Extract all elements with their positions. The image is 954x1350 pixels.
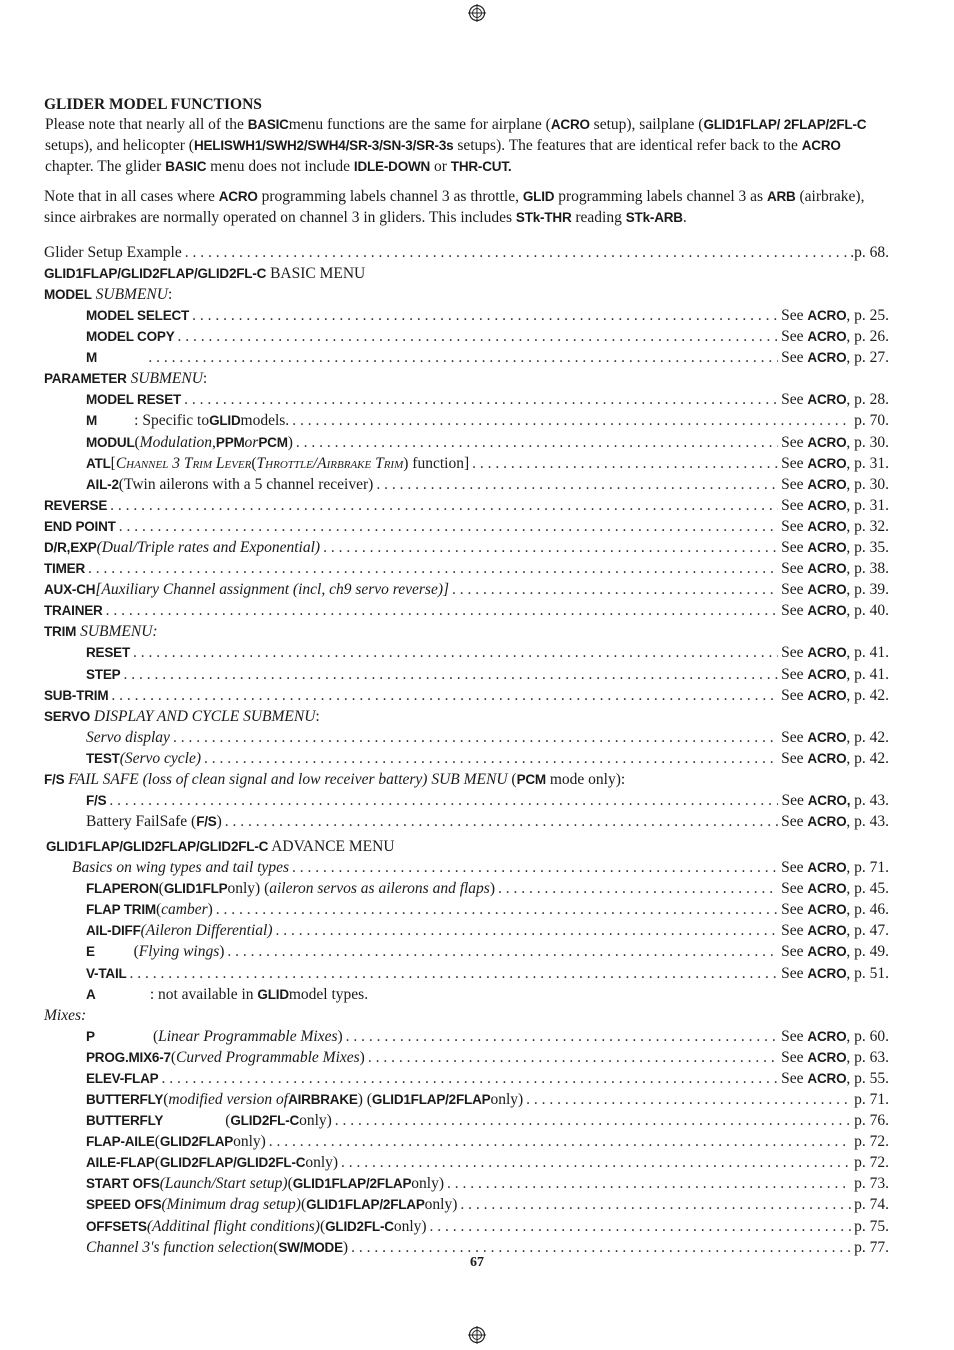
toc-row-start-ofs: START OFS (Launch/Start setup) ( GLID1FLAP/2FLAP only) . . . p. 73. (44, 1173, 889, 1194)
toc-row-model-reset: MODEL RESET . . . See ACRO, p. 28. (44, 389, 889, 410)
toc-row-end-point: END POINT . . . See ACRO, p. 32. (44, 516, 889, 537)
toc-row-channel3-function: Channel 3's function selection ( SW/MODE ) . . . p. 77. (44, 1237, 889, 1258)
toc-row-fs: F/S . . . See ACRO, p. 43. (44, 790, 889, 811)
toc-row-e-flying-wings: E ( Flying wings ) . . . See ACRO, p. 49. (44, 941, 889, 962)
toc-row-model-copy: MODEL COPY . . . See ACRO, p. 26. (44, 326, 889, 347)
table-of-contents (44, 242, 889, 1258)
toc-row-speed-ofs: SPEED OFS (Minimum drag setup) ( GLID1FLAP/2FLAP only) . . . p. 74. (44, 1194, 889, 1215)
toc-row-servo-display: Servo display . . . See ACRO, p. 42. (44, 727, 889, 748)
toc-row-test: TEST (Servo cycle) . . . See ACRO, p. 42. (44, 748, 889, 769)
toc-row-aile-flap: AILE-FLAP ( GLID2FLAP/GLID2FL-C only) . . . p. 72. (44, 1152, 889, 1173)
toc-row-ail-diff: AIL-DIFF (Aileron Differential) . . . See ACRO, p. 47. (44, 920, 889, 941)
advance-menu-heading: GLID1FLAP/GLID2FLAP/GLID2FL-C ADVANCE MENU (46, 838, 395, 856)
toc-row-timer: TIMER . . . See ACRO, p. 38. (44, 558, 889, 579)
registration-mark-icon (468, 1326, 486, 1344)
toc-row-elev-flap: ELEV-FLAP . . . See ACRO, p. 55. (44, 1068, 889, 1089)
toc-row-model-select: MODEL SELECT . . . See ACRO, p. 25. (44, 305, 889, 326)
toc-row-a-not-available: A : not available in GLID model types. (86, 985, 369, 1003)
toc-row-sub-trim: SUB-TRIM . . . See ACRO, p. 42. (44, 685, 889, 706)
toc-row-p-linear-mixes: P ( Linear Programmable Mixes ) . . . See ACRO, p. 60. (44, 1026, 889, 1047)
toc-row-flap-trim: FLAP TRIM ( camber ) . . . See ACRO, p. 46. (44, 899, 889, 920)
toc-row-atl: ATL [ Channel 3 Trim Lever ( Throttle/Airbrake Trim ) function] . . . See ACRO, p. 31. (44, 453, 889, 474)
trim-submenu-heading: TRIM SUBMENU: (44, 623, 158, 641)
document-page (44, 95, 889, 1258)
toc-row-trainer: TRAINER . . . See ACRO, p. 40. (44, 600, 889, 621)
toc-row-prog-mix: PROG.MIX6-7 ( Curved Programmable Mixes ) . . . See ACRO, p. 63. (44, 1047, 889, 1068)
toc-row-dr-exp: D/R,EXP (Dual/Triple rates and Exponential) . . . See ACRO, p. 35. (44, 537, 889, 558)
parameter-submenu-heading: PARAMETER SUBMENU: (44, 370, 208, 388)
toc-row-butterfly-2: BUTTERFLY ( GLID2FL-C only) . . . p. 76. (44, 1110, 889, 1131)
toc-row-battery-failsafe: Battery FailSafe ( F/S ) . . . See ACRO, p. 43. (44, 811, 889, 832)
toc-row-offsets: OFFSETS (Additinal flight conditions) ( GLID2FL-C only) . . . p. 75. (44, 1216, 889, 1237)
toc-row-trim-step: STEP . . . See ACRO, p. 41. (44, 664, 889, 685)
toc-row-basics-wing-types: Basics on wing types and tail types . . . See ACRO, p. 71. (44, 857, 889, 878)
toc-row-m-glid: M : Specific to GLID models. . . . p. 70. (44, 410, 889, 431)
toc-row-m: M . . . See ACRO, p. 27. (44, 347, 889, 368)
section-title: GLIDER MODEL FUNCTIONS (44, 96, 262, 113)
toc-row-ail2: AIL-2 (Twin ailerons with a 5 channel receiver) . . . See ACRO, p. 30. (44, 474, 889, 495)
page-number: 67 (470, 1255, 484, 1270)
registration-mark-icon (468, 4, 486, 22)
toc-row-flap-aile: FLAP-AILE ( GLID2FLAP only) . . . p. 72. (44, 1131, 889, 1152)
toc-row-reverse: REVERSE . . . See ACRO, p. 31. (44, 495, 889, 516)
toc-row-aux-ch: AUX-CH [Auxiliary Channel assignment (incl, ch9 servo reverse)] . . . See ACRO, p. 39. (44, 579, 889, 600)
toc-row-trim-reset: RESET . . . See ACRO, p. 41. (44, 642, 889, 663)
fail-safe-submenu-heading: F/S FAIL SAFE (loss of clean signal and low receiver battery) SUB MENU (PCM mode only): (44, 770, 626, 788)
servo-submenu-heading: SERVO DISPLAY AND CYCLE SUBMENU: (44, 707, 320, 725)
model-submenu-heading: MODEL SUBMENU: (44, 286, 173, 304)
toc-row-modul: MODUL ( Modulation, PPM or PCM ) . . . See ACRO, p. 30. (44, 432, 889, 453)
toc-row-flaperon: FLAPERON ( GLID1FLP only) ( aileron servos as ailerons and flaps ) . . . See ACRO, p. 45. (44, 878, 889, 899)
toc-row-glider-setup: Glider Setup Example . . . .p. 68. (44, 242, 889, 263)
mixes-heading: Mixes: (44, 1006, 87, 1024)
toc-row-v-tail: V-TAIL . . . See ACRO, p. 51. (44, 963, 889, 984)
toc-row-butterfly-1: BUTTERFLY ( modified version of AIRBRAKE ) ( GLID1FLAP/2FLAP only) . . . p. 71. (44, 1089, 889, 1110)
intro-paragraph-2: Note that in all cases where ACRO programming labels channel 3 as throttle, GLID programming labels channel 3 as ARB (airbrake), since airbrakes are normally operated on channel 3 in gliders. This includes STk-THR reading STk-ARB. (44, 188, 865, 226)
intro-paragraph-1: Please note that nearly all of the BASICmenu functions are the same for airplane (ACRO setup), sailplane (GLID1FLAP/ 2FLAP/2FL-C setups), and helicopter (HELISWH1/SWH2/SWH4/SR-3/SN-3/SR-3s setups). The features that are identical refer back to the ACRO chapter. The glider BASIC menu does not include IDLE-DOWN or THR-CUT. (45, 116, 867, 175)
basic-menu-heading: GLID1FLAP/GLID2FLAP/GLID2FL-C BASIC MENU (44, 265, 366, 283)
